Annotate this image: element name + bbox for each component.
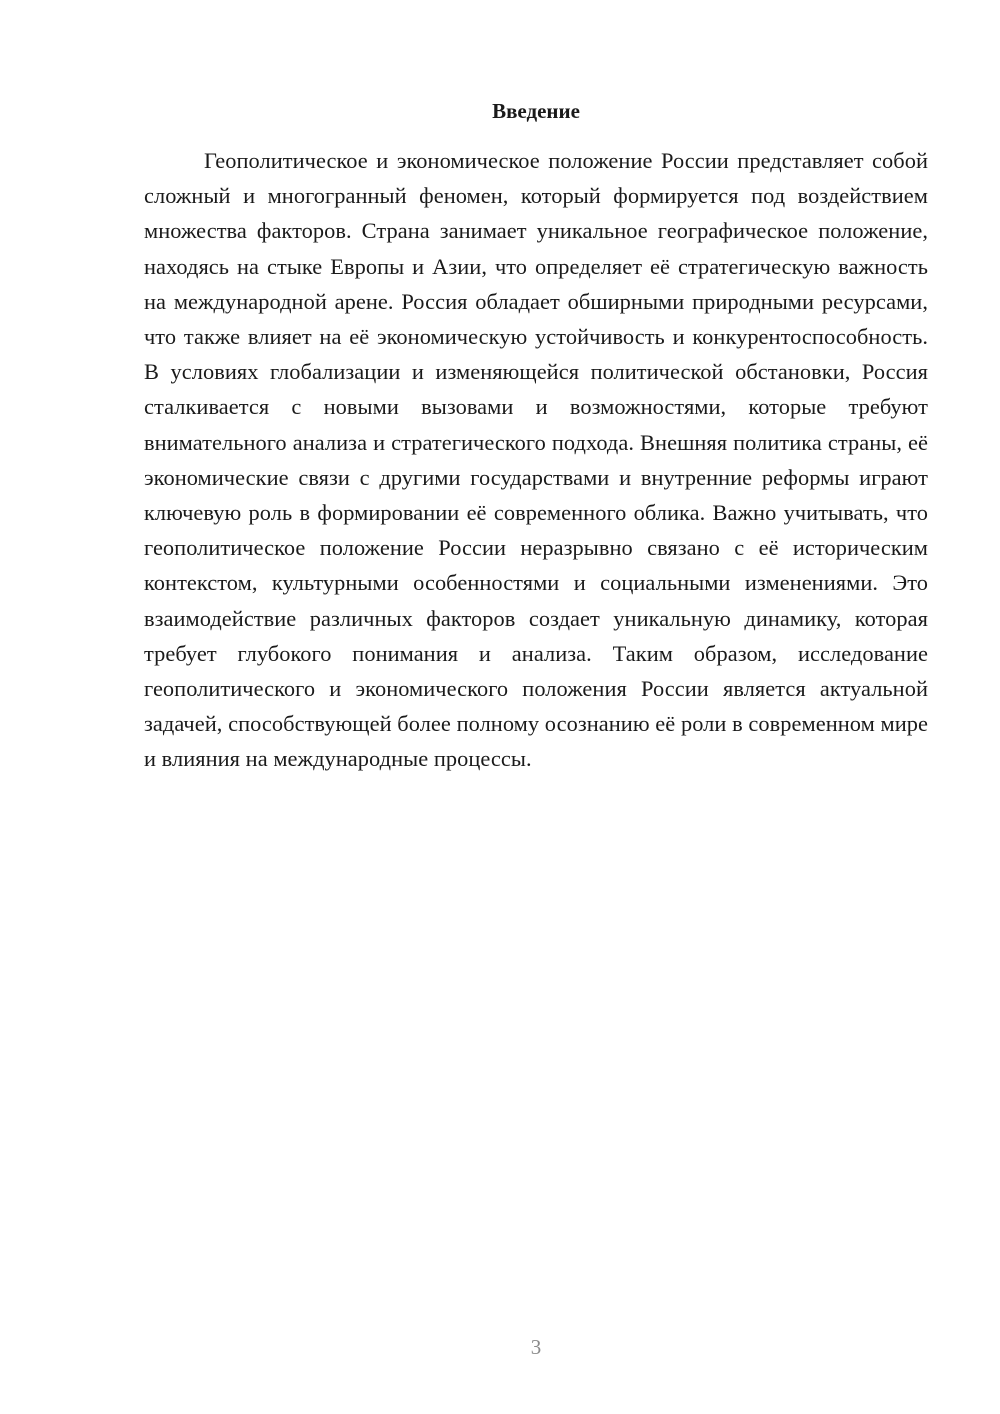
section-title: Введение: [492, 99, 580, 123]
body-paragraph: Геополитическое и экономическое положение России представляет собой сложный и многогранный феномен, который формируется под воздействием множества факторов. Страна занимает уникальное географическое положение, находясь на стыке Европы и Азии, что определяет её стратегическую важность на международной арене. Россия обладает обширными природными ресурсами, что также влияет на её экономическую устойчивость и конкурентоспособность. В условиях глобализации и изменяющейся политической обстановки, Россия сталкивается с новыми вызовами и возможностями, которые требуют внимательного анализа и стратегического подхода. Внешняя политика страны, её экономические связи с другими государствами и внутренние реформы играют ключевую роль в формировании её современного облика. Важно учитывать, что геополитическое положение России неразрывно связано с её историческим контекстом, культурными особенностями и социальными изменениями. Это взаимодействие различных факторов создает уникальную динамику, которая требует глубокого понимания и анализа. Таким образом, исследование геополитического и экономического положения России является актуальной задачей, способствующей более полному осознанию её роли в современном мире и влияния на международные процессы.: [144, 148, 928, 772]
page-number: 3: [530, 1335, 542, 1359]
